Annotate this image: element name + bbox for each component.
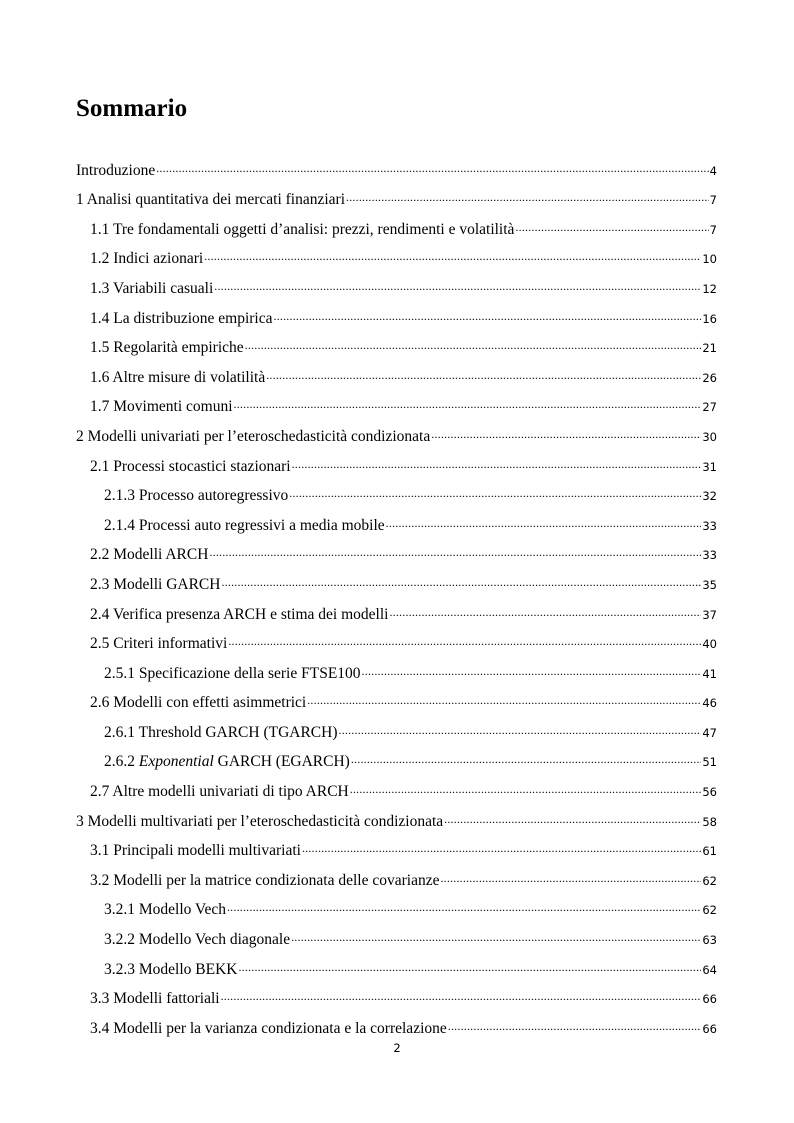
toc-dot-leader	[362, 662, 702, 680]
toc-entry-label: 1.5 Regolarità empiriche	[90, 339, 244, 357]
toc-entry[interactable]	[76, 838, 717, 868]
toc-entry-page: 62	[702, 873, 717, 888]
toc-entry-label: 3.3 Modelli fattoriali	[90, 990, 220, 1008]
toc-dot-leader	[307, 691, 701, 709]
toc-dot-leader	[350, 780, 702, 798]
page-number: 2	[393, 1041, 401, 1055]
toc-entry-label: 2 Modelli univariati per l’eteroschedasticità condizionata	[76, 427, 431, 445]
toc-entry[interactable]	[76, 601, 717, 631]
toc-entry-page: 31	[702, 459, 717, 474]
toc-dot-leader	[204, 247, 701, 265]
table-of-contents	[76, 157, 717, 1045]
toc-entry-label: 1.1 Tre fondamentali oggetti d’analisi: prezzi, rendimenti e volatilità	[90, 220, 515, 238]
toc-entry-label: 2.2 Modelli ARCH	[90, 546, 209, 564]
toc-dot-leader	[228, 632, 701, 650]
toc-entry[interactable]	[76, 719, 717, 749]
toc-entry-label: 3.2.1 Modello Vech	[104, 901, 226, 919]
toc-dot-leader	[221, 573, 701, 591]
toc-dot-leader	[274, 307, 702, 325]
toc-entry-label: 2.1.4 Processi auto regressivi a media mobile	[104, 516, 385, 534]
toc-entry-page: 33	[702, 518, 717, 533]
toc-entry-page: 40	[702, 637, 717, 652]
toc-dot-leader	[291, 928, 701, 946]
toc-dot-leader	[289, 484, 701, 502]
toc-entry-label: 2.5.1 Specificazione della serie FTSE100	[104, 664, 361, 682]
toc-entry[interactable]	[76, 246, 717, 276]
toc-entry[interactable]	[76, 453, 717, 483]
toc-entry-page: 30	[702, 429, 717, 444]
toc-entry-label: 2.1 Processi stocastici stazionari	[90, 457, 291, 475]
toc-entry-label: 1.7 Movimenti comuni	[90, 398, 233, 416]
toc-entry[interactable]	[76, 335, 717, 365]
toc-entry-page: 41	[702, 666, 717, 681]
toc-entry-page: 27	[702, 400, 717, 415]
toc-dot-leader	[292, 455, 702, 473]
toc-entry-label-prefix: 2.6.2	[104, 753, 139, 771]
toc-entry[interactable]	[76, 897, 717, 927]
page-title: Sommario	[76, 95, 188, 122]
toc-entry[interactable]	[76, 749, 717, 779]
toc-dot-leader	[351, 750, 702, 768]
toc-entry[interactable]	[76, 187, 717, 217]
toc-dot-leader	[386, 514, 702, 532]
toc-entry-page: 35	[702, 577, 717, 592]
toc-entry-page: 4	[709, 163, 717, 178]
toc-entry-label: 3.2.2 Modello Vech diagonale	[104, 931, 291, 949]
toc-entry-label	[104, 753, 350, 771]
toc-entry[interactable]	[76, 157, 717, 187]
toc-dot-leader	[339, 721, 702, 739]
toc-entry-page: 64	[702, 962, 717, 977]
toc-entry[interactable]	[76, 690, 717, 720]
toc-dot-leader	[302, 839, 701, 857]
toc-entry-page: 33	[702, 548, 717, 563]
toc-entry-label: Introduzione	[76, 161, 156, 179]
toc-entry-page: 63	[702, 933, 717, 948]
toc-entry-label: 3.2.3 Modello BEKK	[104, 960, 238, 978]
toc-entry[interactable]	[76, 305, 717, 335]
toc-dot-leader	[221, 987, 702, 1005]
toc-entry-page: 66	[702, 1021, 717, 1036]
toc-entry-label-italic: Exponential	[138, 753, 214, 771]
toc-entry[interactable]	[76, 483, 717, 513]
toc-entry-label: 3.4 Modelli per la varianza condizionata e la correlazione	[90, 1019, 447, 1037]
toc-entry-label: 3.2 Modelli per la matrice condizionata delle covarianze	[90, 871, 440, 889]
toc-dot-leader	[346, 188, 709, 206]
toc-entry-page: 21	[702, 341, 717, 356]
toc-entry-label: 2.1.3 Processo autoregressivo	[104, 487, 289, 505]
toc-entry-label-suffix: GARCH (EGARCH)	[213, 753, 350, 771]
toc-entry-label: 2.5 Criteri informativi	[90, 635, 228, 653]
toc-entry[interactable]	[76, 364, 717, 394]
toc-dot-leader	[209, 543, 701, 561]
toc-entry[interactable]	[76, 275, 717, 305]
toc-dot-leader	[444, 810, 701, 828]
toc-entry-page: 26	[702, 370, 717, 385]
toc-dot-leader	[440, 869, 701, 887]
toc-entry-page: 32	[702, 489, 717, 504]
toc-entry-label: 1.2 Indici azionari	[90, 250, 204, 268]
toc-entry-label: 2.4 Verifica presenza ARCH e stima dei modelli	[90, 605, 389, 623]
toc-entry-page: 37	[702, 607, 717, 622]
toc-entry-label: 3.1 Principali modelli multivariati	[90, 842, 301, 860]
toc-entry-label: 2.6.1 Threshold GARCH (TGARCH)	[104, 723, 338, 741]
toc-entry-page: 16	[702, 311, 717, 326]
toc-entry-page: 61	[702, 844, 717, 859]
toc-entry[interactable]	[76, 423, 717, 453]
toc-entry[interactable]	[76, 660, 717, 690]
toc-dot-leader	[245, 336, 702, 354]
toc-dot-leader	[389, 603, 701, 621]
toc-entry-label: 3 Modelli multivariati per l’eteroschedasticità condizionata	[76, 812, 444, 830]
toc-entry-page: 7	[709, 222, 717, 237]
toc-entry[interactable]	[76, 571, 717, 601]
toc-entry-page: 46	[702, 696, 717, 711]
toc-entry-label: 1.6 Altre misure di volatilità	[90, 368, 266, 386]
toc-dot-leader	[515, 218, 708, 236]
toc-entry[interactable]	[76, 631, 717, 661]
toc-entry-page: 66	[702, 992, 717, 1007]
toc-entry-page: 47	[702, 725, 717, 740]
toc-entry-label: 2.6 Modelli con effetti asimmetrici	[90, 694, 307, 712]
toc-entry-page: 51	[702, 755, 717, 770]
toc-entry[interactable]	[76, 216, 717, 246]
toc-dot-leader	[266, 366, 701, 384]
toc-dot-leader	[156, 159, 708, 177]
toc-entry[interactable]	[76, 956, 717, 986]
toc-entry[interactable]	[76, 986, 717, 1016]
toc-dot-leader	[227, 898, 701, 916]
toc-dot-leader	[448, 1017, 702, 1035]
toc-entry-label: 1 Analisi quantitativa dei mercati finanziari	[76, 191, 346, 209]
toc-entry[interactable]	[76, 808, 717, 838]
toc-dot-leader	[214, 277, 701, 295]
toc-entry-page: 7	[709, 193, 717, 208]
toc-entry[interactable]	[76, 867, 717, 897]
toc-entry-label: 1.4 La distribuzione empirica	[90, 309, 273, 327]
toc-dot-leader	[234, 395, 702, 413]
toc-entry-page: 56	[702, 785, 717, 800]
toc-entry-page: 58	[702, 814, 717, 829]
toc-entry-page: 12	[702, 281, 717, 296]
toc-dot-leader	[238, 958, 701, 976]
toc-entry[interactable]	[76, 926, 717, 956]
toc-entry-page: 10	[702, 252, 717, 267]
toc-entry-label: 1.3 Variabili casuali	[90, 279, 214, 297]
toc-entry[interactable]	[76, 394, 717, 424]
toc-entry[interactable]	[76, 512, 717, 542]
toc-entry-page: 62	[702, 903, 717, 918]
toc-dot-leader	[431, 425, 701, 443]
toc-entry-label: 2.7 Altre modelli univariati di tipo ARCH	[90, 783, 349, 801]
toc-entry[interactable]	[76, 778, 717, 808]
toc-entry[interactable]	[76, 542, 717, 572]
toc-entry-label: 2.3 Modelli GARCH	[90, 575, 221, 593]
